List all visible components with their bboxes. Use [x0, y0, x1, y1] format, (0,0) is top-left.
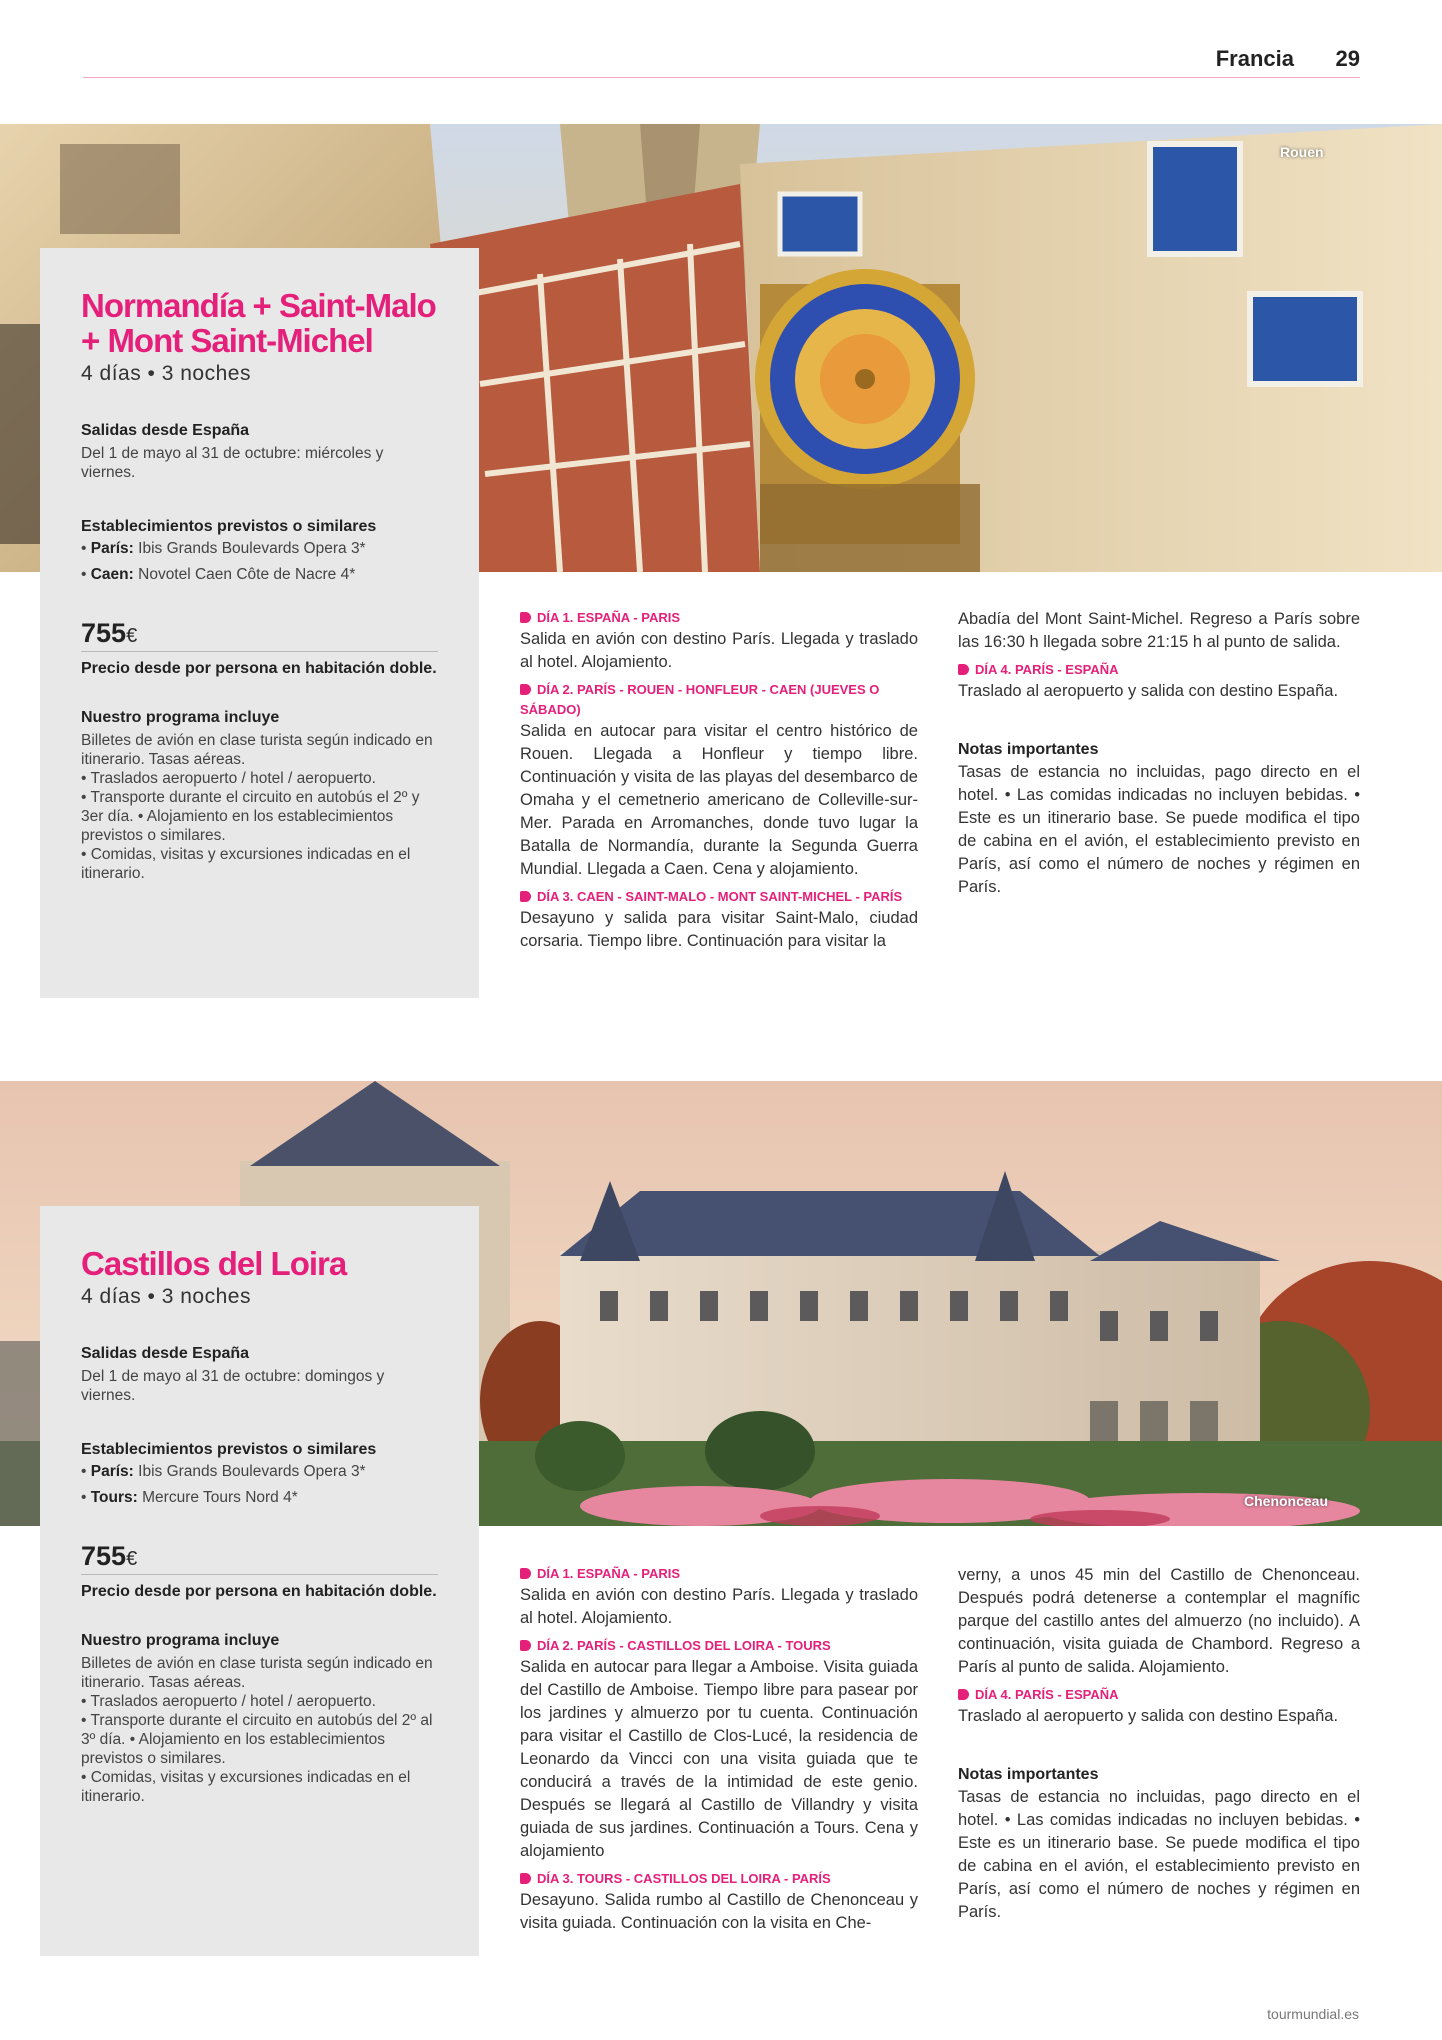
tour-info-box: [40, 1206, 479, 1956]
departures-label: Salidas desde España: [81, 1345, 250, 1362]
program-line: • Traslados aeropuerto / hotel / aeropuerto.: [81, 770, 376, 787]
departures-text: Del 1 de mayo al 31 de octubre: domingos y viernes.: [81, 1368, 385, 1404]
hotel-city: Caen:: [90, 566, 134, 583]
day-heading-text: DÍA 4. PARÍS - ESPAÑA: [975, 662, 1119, 677]
hotel-city: París:: [90, 1463, 134, 1480]
price: 755: [81, 1541, 127, 1571]
price-note: Precio desde por persona en habitación doble.: [81, 1583, 437, 1600]
departures-text: Del 1 de mayo al 31 de octubre: miércoles y viernes.: [81, 445, 384, 481]
price-note: Precio desde por persona en habitación doble.: [81, 660, 437, 677]
day-heading-text: DÍA 2. PARÍS - ROUEN - HONFLEUR - CAEN (JUEVES O SÁBADO): [520, 682, 880, 717]
program-label: Nuestro programa incluye: [81, 1632, 280, 1649]
header-country: Francia: [1215, 46, 1294, 71]
day-text: Traslado al aeropuerto y salida con destino España.: [958, 1707, 1339, 1725]
footer-url[interactable]: tourmundial.es: [1267, 2006, 1359, 2022]
day-text: Desayuno. Salida rumbo al Castillo de Chenonceau y visita guiada. Continuación con la visita en Che-: [520, 1891, 918, 1932]
currency: €: [126, 625, 138, 647]
bullet-icon: [520, 1640, 531, 1651]
hotel-city: Tours:: [90, 1489, 138, 1506]
bullet-icon: [520, 1873, 531, 1884]
hotels-label: Establecimientos previstos o similares: [81, 518, 377, 535]
tour-title: [81, 288, 439, 358]
program-line: • Transporte durante el circuito en autobús del 2º al 3º día. • Alojamiento en los establecimientos previstos o similares.: [81, 1712, 433, 1767]
day-text: Abadía del Mont Saint-Michel. Regreso a París sobre las 16:30 h llegada sobre 21:15 h al punto de salida.: [958, 610, 1360, 651]
hotel-name: Ibis Grands Boulevards Opera 3*: [138, 540, 366, 557]
tour-title-line: Normandía + Saint-Malo: [81, 287, 436, 324]
bullet-icon: [520, 1568, 531, 1579]
itinerary-column: [958, 1564, 1360, 1930]
notes-label: Notas importantes: [958, 1766, 1099, 1783]
hotel-item: • París: Ibis Grands Boulevards Opera 3*: [81, 540, 366, 557]
program-text: [81, 731, 439, 883]
day-heading: [520, 1636, 918, 1656]
price: 755: [81, 618, 127, 648]
day-heading: [958, 1685, 1360, 1705]
day-heading: [520, 608, 918, 628]
day-text: Salida en autocar para llegar a Amboise. Visita guiada del Castillo de Amboise. Tiempo libre para pasear por los jardines y almuerzo por tu cuenta. Continuación para visitar el Castillo de Clos-Lucé, la residencia de Leonardo da Vincci con una visita guiada que te conducirá a través de la intimidad de este genio. Después se llegará al Castillo de Villandry y visita guiada de sus jardines. Continuación a Tours. Cena y alojamiento: [520, 1658, 918, 1860]
hotel-item: • París: Ibis Grands Boulevards Opera 3*: [81, 1463, 366, 1480]
price-row: [81, 618, 438, 652]
hotel-name: Ibis Grands Boulevards Opera 3*: [138, 1463, 366, 1480]
program-line: • Comidas, visitas y excursiones indicadas en el itinerario.: [81, 846, 411, 882]
program-line: Billetes de avión en clase turista según indicado en itinerario. Tasas aéreas.: [81, 732, 433, 768]
bullet-icon: [958, 664, 969, 675]
program-label: Nuestro programa incluye: [81, 709, 280, 726]
bullet-icon: [520, 612, 531, 623]
hotel-city: París:: [90, 540, 134, 557]
hotel-name: Mercure Tours Nord 4*: [142, 1489, 298, 1506]
program-line: • Traslados aeropuerto / hotel / aeropuerto.: [81, 1693, 376, 1710]
day-text: verny, a unos 45 min del Castillo de Chenonceau. Después podrá detenerse a contemplar el magnífic parque del castillo antes del almuerzo (no incluido). A continuación, visita guiada de Chambord. Regreso a París al punto de salida. Alojamiento.: [958, 1566, 1360, 1676]
day-heading: [520, 1869, 918, 1889]
program-text: [81, 1654, 439, 1806]
day-heading: [520, 1564, 918, 1584]
day-text: Desayuno y salida para visitar Saint-Malo, ciudad corsaria. Tiempo libre. Continuación para visitar la: [520, 909, 918, 950]
bullet-icon: [520, 684, 531, 695]
day-text: Salida en avión con destino París. Llegada y traslado al hotel. Alojamiento.: [520, 1586, 918, 1627]
day-heading-text: DÍA 2. PARÍS - CASTILLOS DEL LOIRA - TOURS: [537, 1638, 831, 1653]
day-text: Traslado al aeropuerto y salida con destino España.: [958, 682, 1339, 700]
day-text: Salida en autocar para visitar el centro histórico de Rouen. Llegada a Honfleur y tiempo libre. Continuación y visita de las playas del desembarco de Omaha y el cemetnerio americano de Colleville-sur-Mer. Parada en Arromanches, donde tuvo lugar la Batalla de Normandía, durante la Segunda Guerra Mundial. Llegada a Caen. Cena y alojamiento.: [520, 722, 918, 878]
bullet-icon: [520, 891, 531, 902]
hotel-name: Novotel Caen Côte de Nacre 4*: [138, 566, 356, 583]
page-number: 29: [1335, 46, 1360, 71]
itinerary-column: [520, 608, 918, 959]
tour-title: [81, 1246, 439, 1281]
tour-info-box: [40, 248, 479, 998]
tour-title-line: + Mont Saint-Michel: [81, 322, 373, 359]
departures-label: Salidas desde España: [81, 422, 250, 439]
day-heading: [958, 660, 1360, 680]
photo-caption: Chenonceau: [1244, 1493, 1329, 1509]
program-line: • Comidas, visitas y excursiones indicadas en el itinerario.: [81, 1769, 411, 1805]
tour-title-line: Castillos del Loira: [81, 1245, 347, 1282]
itinerary-column: [520, 1564, 918, 1941]
day-heading-text: DÍA 3. TOURS - CASTILLOS DEL LOIRA - PARÍS: [537, 1871, 831, 1886]
day-heading-text: DÍA 1. ESPAÑA - PARIS: [537, 610, 681, 625]
day-heading: [520, 680, 918, 720]
program-line: Billetes de avión en clase turista según indicado en itinerario. Tasas aéreas.: [81, 1655, 433, 1691]
hotel-item: • Tours: Mercure Tours Nord 4*: [81, 1489, 298, 1506]
day-heading-text: DÍA 3. CAEN - SAINT-MALO - MONT SAINT-MICHEL - PARÍS: [537, 889, 903, 904]
page-header: [83, 0, 1360, 78]
notes-text: Tasas de estancia no incluidas, pago directo en el hotel. • Las comidas indicadas no incluyen bebidas. • Este es un itinerario base. Se puede modifica el tipo de cabina en el avión, el establecimiento previsto en París, así como el número de noches y régimen en París.: [958, 763, 1360, 896]
hotel-item: • Caen: Novotel Caen Côte de Nacre 4*: [81, 566, 356, 583]
currency: €: [126, 1548, 138, 1570]
photo-caption: Rouen: [1280, 144, 1324, 160]
day-heading-text: DÍA 4. PARÍS - ESPAÑA: [975, 1687, 1119, 1702]
day-heading: [520, 887, 918, 907]
hotels-label: Establecimientos previstos o similares: [81, 1441, 377, 1458]
notes-text: Tasas de estancia no incluidas, pago directo en el hotel. • Las comidas indicadas no incluyen bebidas. • Este es un itinerario base. Se puede modifica el tipo de cabina en el avión, el establecimiento previsto en París, así como el número de noches y régimen en París.: [958, 1788, 1360, 1921]
tour-duration: 4 días • 3 noches: [81, 1285, 251, 1308]
price-row: [81, 1541, 438, 1575]
tour-duration: 4 días • 3 noches: [81, 362, 251, 385]
itinerary-column: [958, 608, 1360, 905]
notes-label: Notas importantes: [958, 741, 1099, 758]
day-heading-text: DÍA 1. ESPAÑA - PARIS: [537, 1566, 681, 1581]
day-text: Salida en avión con destino París. Llegada y traslado al hotel. Alojamiento.: [520, 630, 918, 671]
program-line: • Transporte durante el circuito en autobús el 2º y 3er día. • Alojamiento en los establecimientos previstos o similares.: [81, 789, 420, 844]
bullet-icon: [958, 1689, 969, 1700]
